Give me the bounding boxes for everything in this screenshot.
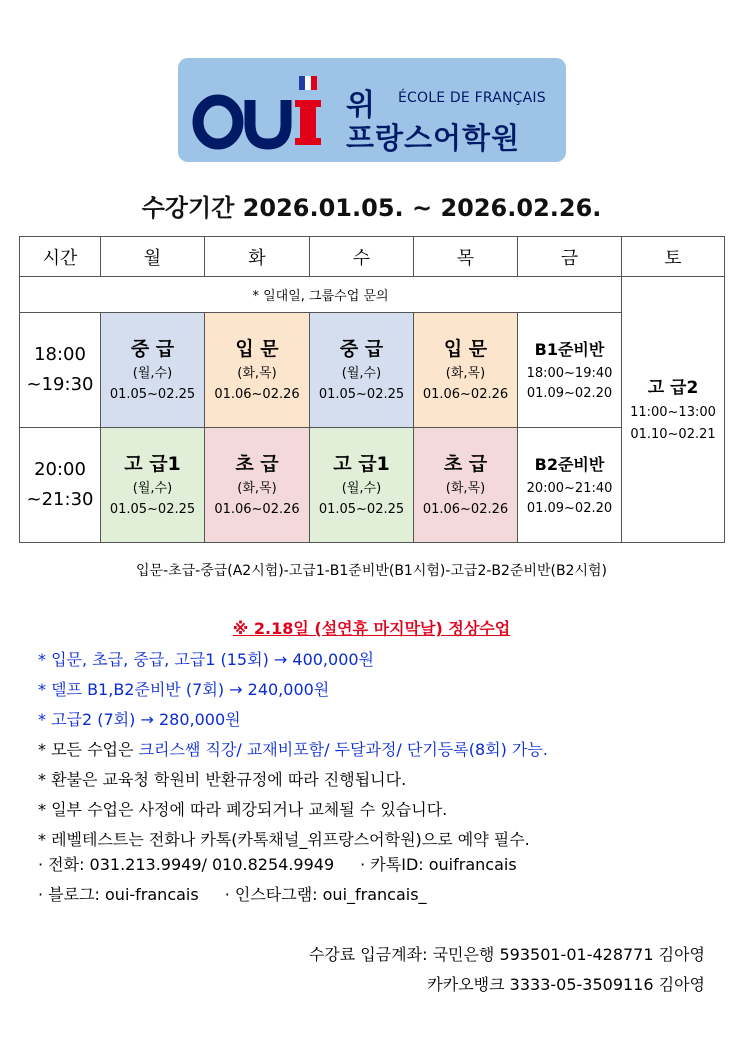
course-period: 수강기간 2026.01.05. ~ 2026.02.26. [141, 194, 602, 222]
holiday-notice: ※ 2.18일 (설연휴 마지막날) 정상수업 [232, 619, 511, 638]
class-dates: 01.05~02.25 [109, 502, 196, 517]
class-cell [205, 313, 310, 428]
time-start: 20:00 [34, 459, 86, 480]
school-logo [178, 58, 566, 162]
info-prefix: * 모든 수업은 [38, 740, 139, 759]
class-dates: 01.09~02.20 [526, 386, 613, 401]
class-dates: 01.05~02.25 [318, 387, 405, 402]
class-days: (월,수) [341, 481, 382, 496]
slot-row-1 [20, 313, 725, 428]
account-line: 수강료 입금계좌: 국민은행 593501-01-428771 김아영 [308, 945, 705, 964]
class-level: 중 급 [130, 338, 175, 360]
class-dates: 01.06~02.26 [214, 502, 300, 517]
class-level: 초 급 [443, 453, 488, 475]
class-days: (월,수) [132, 481, 173, 496]
class-dates: 01.06~02.26 [422, 387, 509, 402]
class-level: B2준비반 [534, 455, 605, 474]
class-cell [414, 428, 518, 543]
class-level: 입 문 [235, 338, 279, 360]
time-slot-2 [20, 428, 101, 543]
header-row [20, 237, 725, 277]
saturday-dates: 01.10~02.21 [630, 426, 716, 442]
info-item: * 일부 수업은 사정에 따라 폐강되거나 교체될 수 있습니다. [38, 800, 448, 819]
class-level: 초 급 [235, 453, 279, 475]
class-days: (월,수) [132, 366, 173, 381]
price-item: * 입문, 초급, 중급, 고급1 (15회) → 400,000원 [38, 650, 375, 669]
class-level: B1준비반 [534, 340, 605, 359]
instagram-text: · 인스타그램: oui_francais_ [224, 885, 427, 904]
class-days: (월,수) [341, 366, 382, 381]
kakao-id-text: · 카톡ID: ouifrancais [360, 855, 517, 874]
class-cell [310, 428, 414, 543]
class-days: (화,목) [445, 481, 486, 496]
schedule-table [19, 236, 725, 543]
class-time: 18:00~19:40 [526, 366, 613, 381]
class-cell [518, 428, 622, 543]
class-dates: 01.05~02.25 [109, 387, 196, 402]
logo-korean-name: 프랑스어학원 [346, 121, 521, 155]
class-dates: 01.05~02.25 [318, 502, 405, 517]
class-level: 중 급 [339, 338, 384, 360]
class-days: (화,목) [237, 366, 277, 381]
inquiry-note: * 일대일, 그룹수업 문의 [20, 277, 622, 313]
price-item: * 고급2 (7회) → 280,000원 [38, 710, 241, 729]
class-days: (화,목) [445, 366, 486, 381]
slot-row-2 [20, 428, 725, 543]
class-cell [205, 428, 310, 543]
account-line: 카카오뱅크 3333-05-3509116 김아영 [427, 975, 705, 994]
header-time: 시간 [20, 237, 101, 277]
saturday-cell [622, 277, 725, 543]
phone-text: · 전화: 031.213.9949/ 010.8254.9949 [38, 855, 335, 874]
level-path: 입문-초급-중급(A2시험)-고급1-B1준비반(B1시험)-고급2-B2준비반(B2시험) [136, 563, 607, 579]
class-level: 고 급1 [333, 453, 390, 475]
class-dates: 01.09~02.20 [526, 501, 613, 516]
time-slot-1 [20, 313, 101, 428]
class-days: (화,목) [237, 481, 277, 496]
header-mon: 월 [101, 237, 205, 277]
class-cell [101, 313, 205, 428]
class-time: 20:00~21:40 [526, 481, 613, 496]
price-item: * 델프 B1,B2준비반 (7회) → 240,000원 [38, 680, 330, 699]
contact-info [38, 850, 517, 910]
logo-french-text: ÉCOLE DE FRANÇAIS [398, 90, 546, 106]
info-item: * 환불은 교육청 학원비 반환규정에 따라 진행됩니다. [38, 770, 407, 789]
class-dates: 01.06~02.26 [422, 502, 509, 517]
class-level: 고 급1 [124, 453, 181, 475]
info-item [38, 735, 728, 765]
contact-line [38, 880, 517, 910]
saturday-level: 고 급2 [647, 377, 699, 398]
header-sat: 토 [622, 237, 725, 277]
class-cell [414, 313, 518, 428]
class-level: 입 문 [443, 338, 488, 360]
contact-line [38, 850, 517, 880]
time-end: ~21:30 [26, 489, 94, 510]
logo-korean-top: 위 [346, 88, 375, 123]
class-dates: 01.06~02.26 [214, 387, 300, 402]
class-cell [310, 313, 414, 428]
blog-text: · 블로그: oui-francais [38, 885, 199, 904]
info-list [38, 645, 728, 855]
header-fri: 금 [518, 237, 622, 277]
header-thu: 목 [414, 237, 518, 277]
note-row [20, 277, 725, 313]
saturday-time: 11:00~13:00 [630, 404, 716, 420]
bank-accounts [309, 940, 705, 1000]
time-start: 18:00 [34, 344, 86, 365]
header-wed: 수 [310, 237, 414, 277]
oui-logo-mark [192, 74, 332, 150]
info-highlight: 크리스쌤 직강/ 교재비포함/ 두달과정/ 단기등록(8회) 가능. [138, 740, 548, 759]
class-cell [518, 313, 622, 428]
header-tue: 화 [205, 237, 310, 277]
class-cell [101, 428, 205, 543]
info-item: * 레벨테스트는 전화나 카톡(카톡채널_위프랑스어학원)으로 예약 필수. [38, 830, 530, 849]
time-end: ~19:30 [26, 374, 94, 395]
